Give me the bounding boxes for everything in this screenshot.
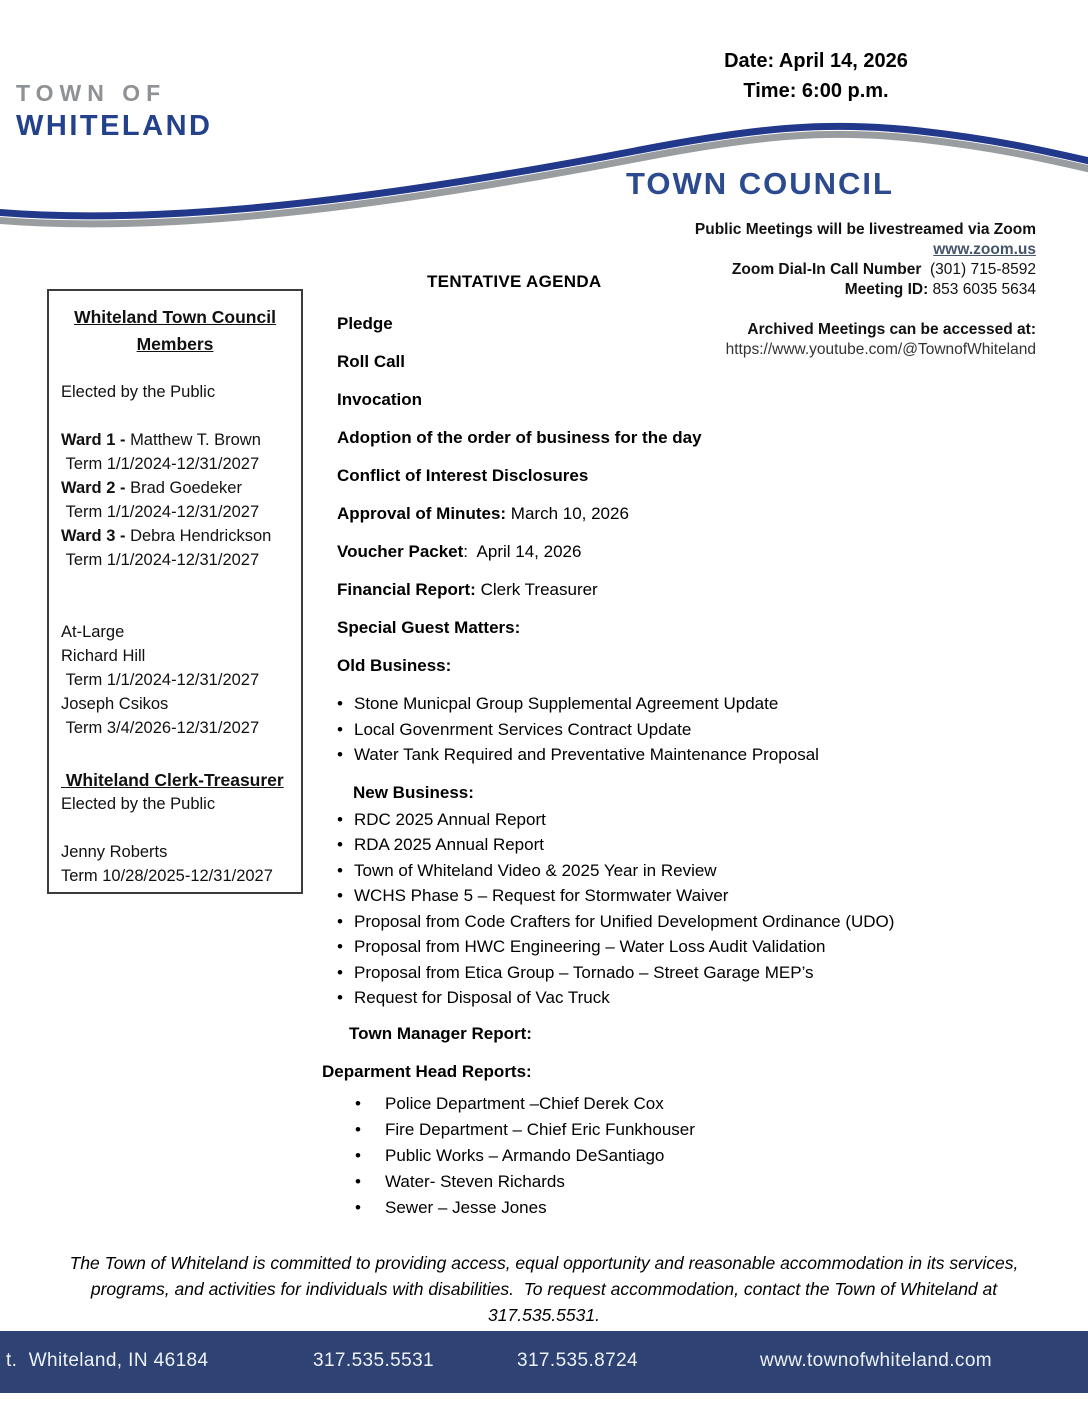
town-manager-heading: Town Manager Report: — [349, 1023, 532, 1043]
disclaimer-line: 317.535.5531. — [488, 1305, 600, 1325]
youtube-url-link[interactable]: https://www.youtube.com/@TownofWhiteland — [725, 341, 1036, 358]
old-business-list — [337, 695, 957, 764]
list-item: • Local Govenrment Services Contract Update — [337, 721, 957, 739]
list-item: • Proposal from Etica Group – Tornado – Street Garage MEP’s — [337, 964, 957, 982]
agenda-line-financial: Financial Report: Clerk Treasurer — [337, 580, 598, 599]
footer-website-link[interactable]: www.townofwhiteland.com — [760, 1350, 993, 1371]
meeting-time: Time: 6:00 p.m. — [743, 80, 889, 102]
disclaimer-line: The Town of Whiteland is committed to providing access, equal opportunity and reasonable accommodation in its services, — [69, 1253, 1019, 1273]
footer-bar — [0, 1331, 1088, 1393]
list-item: • Request for Disposal of Vac Truck — [337, 989, 957, 1007]
ward-1: Ward 1 - Matthew T. Brown — [61, 431, 261, 449]
ward-2-term: Term 1/1/2024-12/31/2027 — [61, 503, 260, 521]
list-item: • WCHS Phase 5 – Request for Stormwater Waiver — [337, 887, 957, 905]
ward-list — [61, 428, 289, 572]
at-large-section — [61, 620, 289, 740]
elected-note: Elected by the Public — [61, 383, 216, 401]
agenda-title: TENTATIVE AGENDA — [427, 272, 602, 291]
at-large-label: At-Large — [61, 623, 125, 641]
list-item: • Stone Municpal Group Supplemental Agreement Update — [337, 695, 957, 713]
page-title: TOWN COUNCIL — [626, 166, 894, 201]
dept-head-reports-heading: Deparment Head Reports: — [322, 1061, 532, 1081]
meeting-id-value: 853 6035 5634 — [928, 281, 1036, 298]
tentative-agenda — [322, 272, 957, 1225]
agenda-line-old-business: Old Business: — [337, 656, 452, 675]
list-item: • Town of Whiteland Video & 2025 Year in Review — [337, 862, 957, 880]
clerk-treasurer-title: Whiteland Clerk-Treasurer — [61, 770, 284, 790]
list-item: • RDC 2025 Annual Report — [337, 811, 957, 829]
at-large-member-1-term: Term 1/1/2024-12/31/2027 — [61, 671, 260, 689]
agenda-line-conflict: Conflict of Interest Disclosures — [337, 466, 589, 485]
accessibility-disclaimer — [64, 1250, 1024, 1328]
archive-label: Archived Meetings can be accessed at: — [747, 321, 1036, 338]
list-item: • RDA 2025 Annual Report — [337, 836, 957, 854]
dial-in-number: (301) 715-8592 — [921, 261, 1036, 278]
list-item: • Public Works – Armando DeSantiago — [337, 1147, 957, 1165]
agenda-line-roll-call: Roll Call — [337, 352, 406, 371]
ward-2: Ward 2 - Brad Goedeker — [61, 479, 242, 497]
meeting-date: Date: April 14, 2026 — [724, 50, 908, 72]
clerk-elected-note: Elected by the Public — [61, 795, 216, 813]
ward-3: Ward 3 - Debra Hendrickson — [61, 527, 272, 545]
footer-phone-primary: 317.535.5531 — [313, 1350, 435, 1371]
at-large-member-1: Richard Hill — [61, 647, 146, 665]
ward-3-term: Term 1/1/2024-12/31/2027 — [61, 551, 260, 569]
at-large-member-2: Joseph Csikos — [61, 695, 169, 713]
wave-gray-line — [0, 134, 1088, 224]
ward-1-term: Term 1/1/2024-12/31/2027 — [61, 455, 260, 473]
dept-reports-list — [337, 1095, 957, 1217]
agenda-line-voucher: Voucher Packet: April 14, 2026 — [337, 542, 582, 561]
agenda-line-special-guest: Special Guest Matters: — [337, 618, 521, 637]
agenda-line-minutes: Approval of Minutes: March 10, 2026 — [337, 504, 629, 523]
agenda-line-adoption: Adoption of the order of business for the day — [337, 428, 702, 447]
footer-address: t. Whiteland, IN 46184 — [6, 1350, 209, 1371]
list-item: • Sewer – Jesse Jones — [337, 1199, 957, 1217]
clerk-name: Jenny Roberts — [61, 843, 168, 861]
zoom-url-link[interactable]: www.zoom.us — [933, 241, 1036, 258]
at-large-member-2-term: Term 3/4/2026-12/31/2027 — [61, 719, 260, 737]
agenda-line-invocation: Invocation — [337, 390, 423, 409]
disclaimer-line: programs, and activities for individuals with disabilities. To request accommodation, contact the Town of Whiteland at — [90, 1279, 998, 1299]
members-box-title: Whiteland Town Council Members — [74, 307, 276, 354]
wave-divider — [0, 98, 1088, 236]
livestream-line: Public Meetings will be livestreamed via Zoom — [694, 221, 1036, 238]
footer-phone-secondary: 317.535.8724 — [517, 1350, 639, 1371]
new-business-list — [337, 811, 957, 1007]
logo-town-of: TOWN OF — [16, 80, 167, 106]
new-business-heading: New Business: — [353, 782, 474, 802]
list-item: • Proposal from Code Crafters for Unified Development Ordinance (UDO) — [337, 913, 957, 931]
logo-whiteland: WHITELAND — [16, 110, 213, 142]
list-item: • Fire Department – Chief Eric Funkhouser — [337, 1121, 957, 1139]
agenda-line-pledge: Pledge — [337, 314, 393, 333]
meeting-id-label: Meeting ID: — [844, 281, 929, 298]
council-members-box — [47, 289, 303, 894]
meeting-datetime — [660, 46, 972, 106]
dial-in-label: Zoom Dial-In Call Number — [731, 261, 922, 278]
list-item: • Police Department –Chief Derek Cox — [337, 1095, 957, 1113]
list-item: • Proposal from HWC Engineering – Water Loss Audit Validation — [337, 938, 957, 956]
clerk-term: Term 10/28/2025-12/31/2027 — [61, 867, 273, 885]
list-item: • Water- Steven Richards — [337, 1173, 957, 1191]
list-item: • Water Tank Required and Preventative Maintenance Proposal — [337, 746, 957, 764]
